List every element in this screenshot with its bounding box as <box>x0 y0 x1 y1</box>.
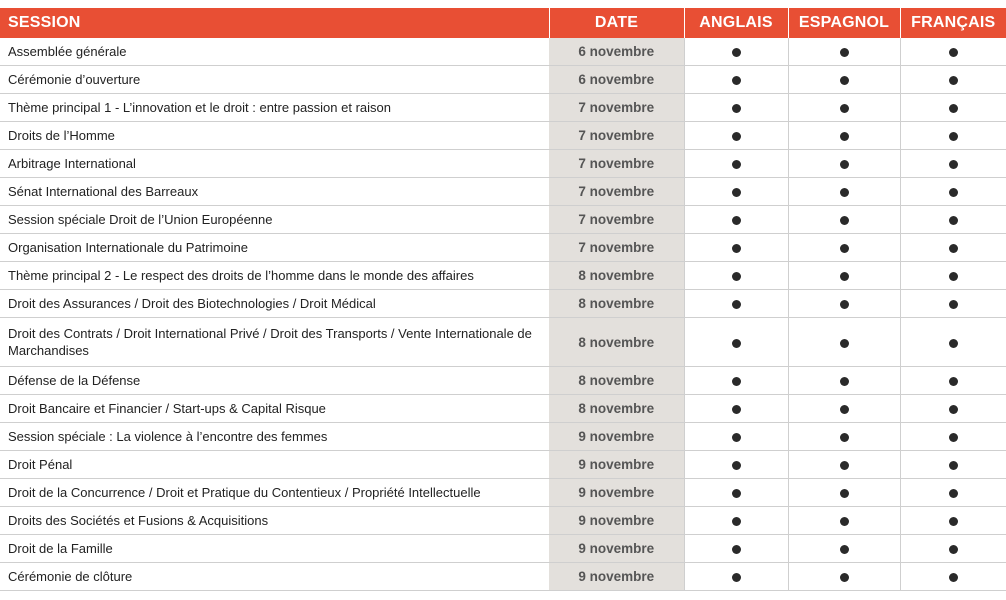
bullet-dot-icon <box>949 461 958 470</box>
cell-spanish <box>788 479 900 507</box>
session-date: 8 novembre <box>549 290 684 318</box>
bullet-dot-icon <box>840 104 849 113</box>
bullet-dot-icon <box>840 244 849 253</box>
cell-english <box>684 479 788 507</box>
table-row <box>0 367 1006 395</box>
cell-spanish <box>788 451 900 479</box>
session-name: Assemblée générale <box>0 38 549 66</box>
session-date: 7 novembre <box>549 122 684 150</box>
session-date: 8 novembre <box>549 318 684 367</box>
table-row <box>0 395 1006 423</box>
cell-spanish <box>788 206 900 234</box>
table-row <box>0 423 1006 451</box>
header-spanish: ESPAGNOL <box>788 8 900 38</box>
cell-french <box>900 150 1006 178</box>
session-date: 7 novembre <box>549 234 684 262</box>
bullet-dot-icon <box>840 48 849 57</box>
cell-english <box>684 66 788 94</box>
cell-french <box>900 479 1006 507</box>
cell-english <box>684 94 788 122</box>
cell-french <box>900 507 1006 535</box>
cell-english <box>684 262 788 290</box>
bullet-dot-icon <box>732 76 741 85</box>
bullet-dot-icon <box>840 216 849 225</box>
bullet-dot-icon <box>840 132 849 141</box>
bullet-dot-icon <box>840 461 849 470</box>
cell-english <box>684 507 788 535</box>
bullet-dot-icon <box>840 272 849 281</box>
bullet-dot-icon <box>949 489 958 498</box>
table-row <box>0 290 1006 318</box>
bullet-dot-icon <box>949 104 958 113</box>
bullet-dot-icon <box>732 132 741 141</box>
bullet-dot-icon <box>840 517 849 526</box>
cell-english <box>684 206 788 234</box>
bullet-dot-icon <box>732 573 741 582</box>
cell-spanish <box>788 535 900 563</box>
session-name: Thème principal 2 - Le respect des droits de l’homme dans le monde des affaires <box>0 262 549 290</box>
bullet-dot-icon <box>732 216 741 225</box>
cell-english <box>684 535 788 563</box>
table-row <box>0 234 1006 262</box>
table-row <box>0 479 1006 507</box>
cell-spanish <box>788 234 900 262</box>
bullet-dot-icon <box>949 48 958 57</box>
cell-french <box>900 563 1006 591</box>
table-row <box>0 507 1006 535</box>
table-row <box>0 206 1006 234</box>
cell-english <box>684 563 788 591</box>
table-row <box>0 66 1006 94</box>
bullet-dot-icon <box>949 339 958 348</box>
bullet-dot-icon <box>732 104 741 113</box>
cell-spanish <box>788 507 900 535</box>
bullet-dot-icon <box>949 573 958 582</box>
bullet-dot-icon <box>840 545 849 554</box>
cell-english <box>684 395 788 423</box>
cell-english <box>684 367 788 395</box>
session-date: 7 novembre <box>549 94 684 122</box>
cell-spanish <box>788 122 900 150</box>
cell-english <box>684 234 788 262</box>
cell-french <box>900 178 1006 206</box>
bullet-dot-icon <box>732 244 741 253</box>
bullet-dot-icon <box>949 545 958 554</box>
bullet-dot-icon <box>732 405 741 414</box>
bullet-dot-icon <box>949 188 958 197</box>
session-name: Cérémonie d’ouverture <box>0 66 549 94</box>
session-name: Session spéciale : La violence à l’encontre des femmes <box>0 423 549 451</box>
cell-french <box>900 122 1006 150</box>
session-date: 9 novembre <box>549 423 684 451</box>
cell-french <box>900 94 1006 122</box>
bullet-dot-icon <box>949 517 958 526</box>
cell-spanish <box>788 94 900 122</box>
cell-french <box>900 290 1006 318</box>
table-row <box>0 535 1006 563</box>
session-name: Organisation Internationale du Patrimoine <box>0 234 549 262</box>
bullet-dot-icon <box>840 405 849 414</box>
bullet-dot-icon <box>949 300 958 309</box>
session-date: 8 novembre <box>549 262 684 290</box>
session-name: Arbitrage International <box>0 150 549 178</box>
session-name: Droit Bancaire et Financier / Start-ups & Capital Risque <box>0 395 549 423</box>
bullet-dot-icon <box>732 461 741 470</box>
bullet-dot-icon <box>949 216 958 225</box>
cell-spanish <box>788 150 900 178</box>
bullet-dot-icon <box>840 433 849 442</box>
session-date: 6 novembre <box>549 38 684 66</box>
bullet-dot-icon <box>840 160 849 169</box>
bullet-dot-icon <box>732 433 741 442</box>
session-name: Droit de la Famille <box>0 535 549 563</box>
cell-spanish <box>788 367 900 395</box>
session-date: 6 novembre <box>549 66 684 94</box>
bullet-dot-icon <box>732 272 741 281</box>
cell-spanish <box>788 563 900 591</box>
session-name: Sénat International des Barreaux <box>0 178 549 206</box>
cell-english <box>684 122 788 150</box>
bullet-dot-icon <box>949 132 958 141</box>
session-date: 7 novembre <box>549 178 684 206</box>
header-date: DATE <box>549 8 684 38</box>
bullet-dot-icon <box>840 76 849 85</box>
cell-french <box>900 38 1006 66</box>
cell-french <box>900 206 1006 234</box>
session-name: Droits des Sociétés et Fusions & Acquisitions <box>0 507 549 535</box>
cell-french <box>900 367 1006 395</box>
session-date: 9 novembre <box>549 451 684 479</box>
bullet-dot-icon <box>840 573 849 582</box>
session-name: Défense de la Défense <box>0 367 549 395</box>
cell-spanish <box>788 178 900 206</box>
cell-english <box>684 290 788 318</box>
session-name: Cérémonie de clôture <box>0 563 549 591</box>
table-row <box>0 451 1006 479</box>
cell-english <box>684 451 788 479</box>
session-name: Thème principal 1 - L’innovation et le droit : entre passion et raison <box>0 94 549 122</box>
cell-spanish <box>788 395 900 423</box>
cell-french <box>900 423 1006 451</box>
session-date: 7 novembre <box>549 206 684 234</box>
bullet-dot-icon <box>732 160 741 169</box>
session-date: 9 novembre <box>549 479 684 507</box>
bullet-dot-icon <box>732 517 741 526</box>
bullet-dot-icon <box>732 188 741 197</box>
cell-french <box>900 234 1006 262</box>
cell-spanish <box>788 66 900 94</box>
cell-spanish <box>788 290 900 318</box>
session-name: Droit des Contrats / Droit International Privé / Droit des Transports / Vente Internationale de Marchandises <box>0 318 549 367</box>
session-name: Session spéciale Droit de l’Union Européenne <box>0 206 549 234</box>
bullet-dot-icon <box>840 300 849 309</box>
cell-french <box>900 451 1006 479</box>
cell-english <box>684 150 788 178</box>
session-date: 8 novembre <box>549 367 684 395</box>
table-header-row <box>0 8 1006 38</box>
table-row <box>0 94 1006 122</box>
bullet-dot-icon <box>732 489 741 498</box>
table-row <box>0 318 1006 367</box>
bullet-dot-icon <box>949 272 958 281</box>
cell-spanish <box>788 318 900 367</box>
bullet-dot-icon <box>732 339 741 348</box>
session-date: 9 novembre <box>549 535 684 563</box>
session-name: Droits de l’Homme <box>0 122 549 150</box>
table-row <box>0 38 1006 66</box>
bullet-dot-icon <box>732 377 741 386</box>
header-french: FRANÇAIS <box>900 8 1006 38</box>
bullet-dot-icon <box>840 377 849 386</box>
session-name: Droit de la Concurrence / Droit et Pratique du Contentieux / Propriété Intellectuelle <box>0 479 549 507</box>
cell-french <box>900 66 1006 94</box>
bullet-dot-icon <box>840 339 849 348</box>
bullet-dot-icon <box>949 160 958 169</box>
bullet-dot-icon <box>949 377 958 386</box>
cell-english <box>684 318 788 367</box>
session-name: Droit Pénal <box>0 451 549 479</box>
header-english: ANGLAIS <box>684 8 788 38</box>
bullet-dot-icon <box>732 300 741 309</box>
session-date: 8 novembre <box>549 395 684 423</box>
table-row <box>0 150 1006 178</box>
bullet-dot-icon <box>949 244 958 253</box>
table-row <box>0 178 1006 206</box>
cell-french <box>900 262 1006 290</box>
cell-english <box>684 423 788 451</box>
cell-spanish <box>788 423 900 451</box>
cell-french <box>900 318 1006 367</box>
header-session: SESSION <box>0 8 549 38</box>
bullet-dot-icon <box>949 405 958 414</box>
session-language-table <box>0 8 1006 591</box>
bullet-dot-icon <box>949 433 958 442</box>
table-row <box>0 262 1006 290</box>
cell-english <box>684 178 788 206</box>
cell-english <box>684 38 788 66</box>
cell-spanish <box>788 262 900 290</box>
table-row <box>0 563 1006 591</box>
cell-french <box>900 535 1006 563</box>
bullet-dot-icon <box>840 489 849 498</box>
bullet-dot-icon <box>732 545 741 554</box>
bullet-dot-icon <box>949 76 958 85</box>
cell-french <box>900 395 1006 423</box>
session-name: Droit des Assurances / Droit des Biotechnologies / Droit Médical <box>0 290 549 318</box>
table-row <box>0 122 1006 150</box>
session-date: 9 novembre <box>549 563 684 591</box>
session-date: 9 novembre <box>549 507 684 535</box>
bullet-dot-icon <box>732 48 741 57</box>
cell-spanish <box>788 38 900 66</box>
bullet-dot-icon <box>840 188 849 197</box>
session-date: 7 novembre <box>549 150 684 178</box>
